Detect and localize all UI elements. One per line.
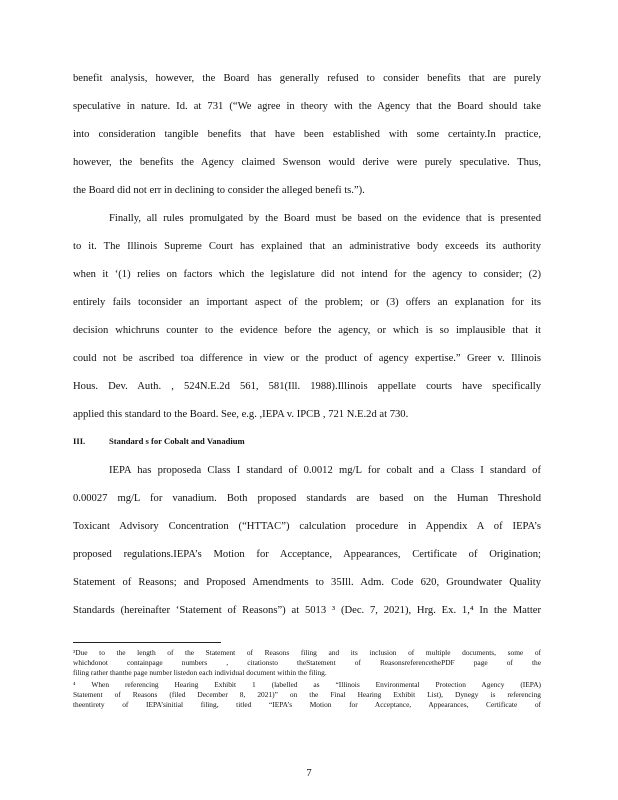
paragraph-first-line: Finally, all rules promulgated by the Board must be based on the evidence that is presented <box>109 213 541 224</box>
footnote-line: Statement of Reasons (filed December 8, 2021)” on the Final Hearing Exhibit List), Dynegy is referencing <box>73 690 541 699</box>
footnote-line: theentirety of IEPA’sinitial filing, titled “IEPA’s Motion for Acceptance, Appearances, Certificate of <box>73 700 541 709</box>
body-line: 0.00027 mg/L for vanadium. Both proposed standards are based on the Human Threshold <box>73 493 541 504</box>
footnote-line: ⁴ When referencing Hearing Exhibit 1 (labelled as “Illinois Environmental Protection Agency (IEPA) <box>73 680 541 689</box>
body-line: entirely fails toconsider an important aspect of the problem; or (3) offers an explanation for its <box>73 297 541 308</box>
page-number: 7 <box>306 768 312 779</box>
body-line: benefit analysis, however, the Board has generally refused to consider benefits that are purely <box>73 73 541 84</box>
footnote-line: filing rather thanthe page number listedon each individual document within the filing. <box>73 668 327 677</box>
body-line: proposed regulations.IEPA’s Motion for Acceptance, Appearances, Certificate of Origination; <box>73 549 541 560</box>
body-line: speculative in nature. Id. at 731 (“We agree in theory with the Agency that the Board should take <box>73 101 541 112</box>
body-line: Hous. Dev. Auth. , 524N.E.2d 561, 581(Ill. 1988).Illinois appellate courts have specifically <box>73 381 541 392</box>
body-line: Standards (hereinafter ‘Statement of Reasons”) at 5013 ³ (Dec. 7, 2021), Hrg. Ex. 1,⁴ In the Matter <box>73 605 541 616</box>
footnote-line: ³Due to the length of the Statement of Reasons filing and its inclusion of multiple documents, some of <box>73 648 541 657</box>
section-heading-title: Standard s for Cobalt and Vanadium <box>109 436 245 446</box>
body-line: however, the benefits the Agency claimed Swenson would derive were purely speculative. Thus, <box>73 157 541 168</box>
body-line: the Board did not err in declining to consider the alleged benefi ts.”). <box>73 185 365 196</box>
body-line: to it. The Illinois Supreme Court has explained that an administrative body exceeds its authority <box>73 241 541 252</box>
body-line: when it ‘(1) relies on factors which the legislature did not intend for the agency to consider; (2) <box>73 269 541 280</box>
body-line: into consideration tangible benefits that have been established with some certainty.In practice, <box>73 129 541 140</box>
footnote-divider <box>73 642 221 643</box>
body-line: Toxicant Advisory Concentration (“HTTAC”) calculation procedure in Appendix A of IEPA’s <box>73 521 541 532</box>
section-heading-number: III. <box>73 436 86 446</box>
paragraph-first-line: IEPA has proposeda Class I standard of 0.0012 mg/L for cobalt and a Class I standard of <box>109 465 541 476</box>
body-line: could not be ascribed toa difference in view or the product of agency expertise.” Greer v. Illinois <box>73 353 541 364</box>
body-line: applied this standard to the Board. See, e.g. ,IEPA v. IPCB , 721 N.E.2d at 730. <box>73 409 409 420</box>
footnote-line: whichdonot containpage numbers , citationsto theStatement of ReasonsreferencethePDF page of the <box>73 658 541 667</box>
body-line: decision whichruns counter to the evidence before the agency, or which is so implausible that it <box>73 325 541 336</box>
body-line: Statement of Reasons; and Proposed Amendments to 35Ill. Adm. Code 620, Groundwater Quality <box>73 577 541 588</box>
